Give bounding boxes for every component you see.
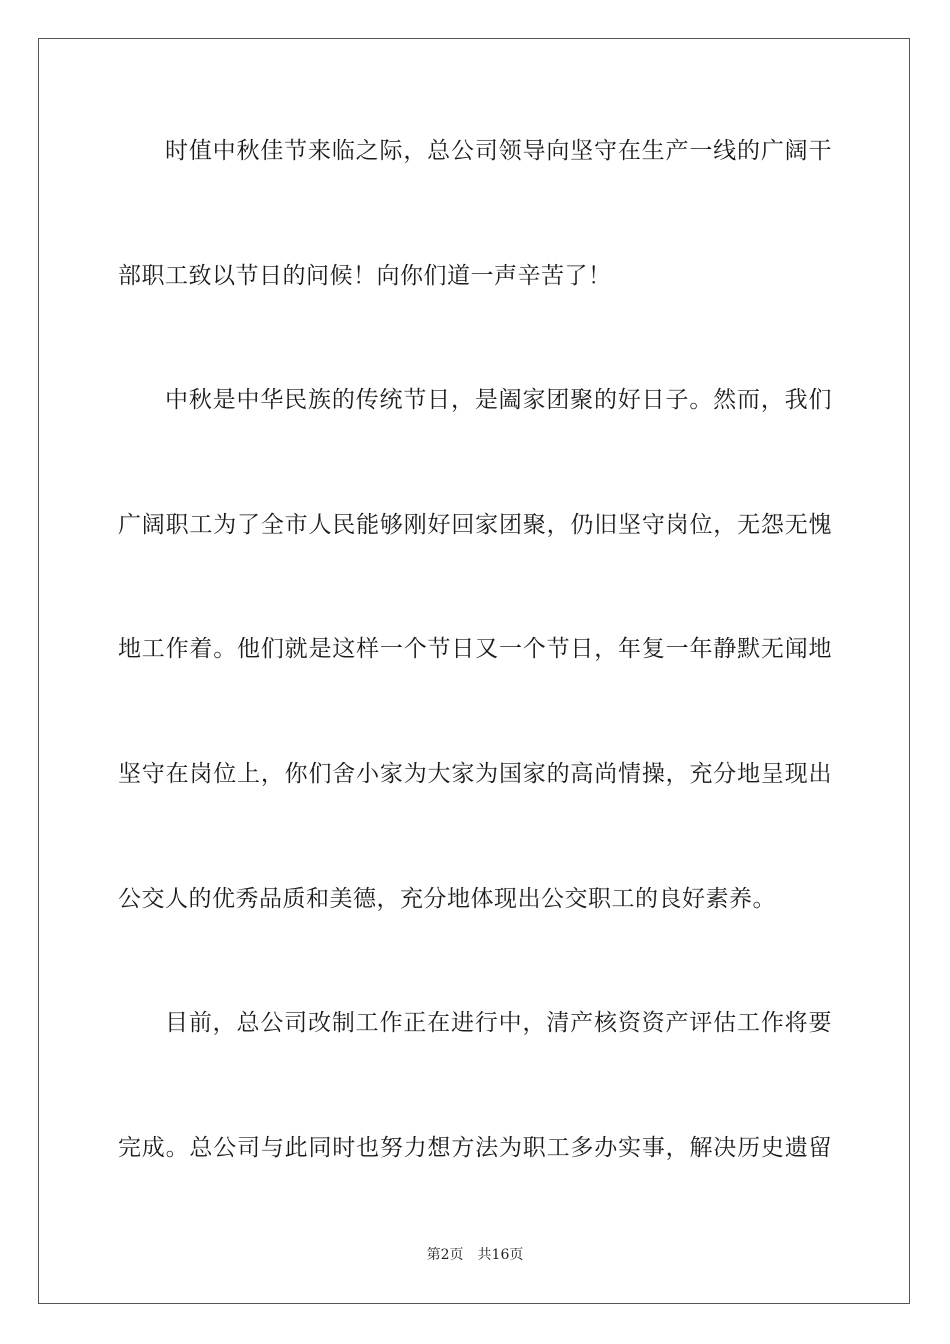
page-number: 第2页 [426,1247,464,1263]
paragraph-3-line-2: 完成。总公司与此同时也努力想方法为职工多办实事，解决历史遗留 [118,1135,832,1161]
paragraph-3-line-1: 目前，总公司改制工作正在进行中，清产核资资产评估工作将要 [165,1010,832,1036]
paragraph-1-line-1: 时值中秋佳节来临之际，总公司领导向坚守在生产一线的广阔干 [165,138,832,164]
paragraph-2-line-2: 广阔职工为了全市人民能够刚好回家团聚，仍旧坚守岗位，无怨无愧 [118,512,832,538]
paragraph-2-line-4: 坚守在岗位上，你们舍小家为大家为国家的高尚情操，充分地呈现出 [118,761,832,787]
page-border [38,38,910,1304]
paragraph-2-line-3: 地工作着。他们就是这样一个节日又一个节日，年复一年静默无闻地 [118,636,832,662]
page-total: 共16页 [477,1247,524,1263]
paragraph-1-line-2: 部职工致以节日的问候！向你们道一声辛苦了！ [118,263,612,289]
page-footer [0,1246,950,1264]
paragraph-2-line-5: 公交人的优秀品质和美德，充分地体现出公交职工的良好素养。 [118,886,776,912]
paragraph-2-line-1: 中秋是中华民族的传统节日，是阖家团聚的好日子。然而，我们 [165,387,832,413]
